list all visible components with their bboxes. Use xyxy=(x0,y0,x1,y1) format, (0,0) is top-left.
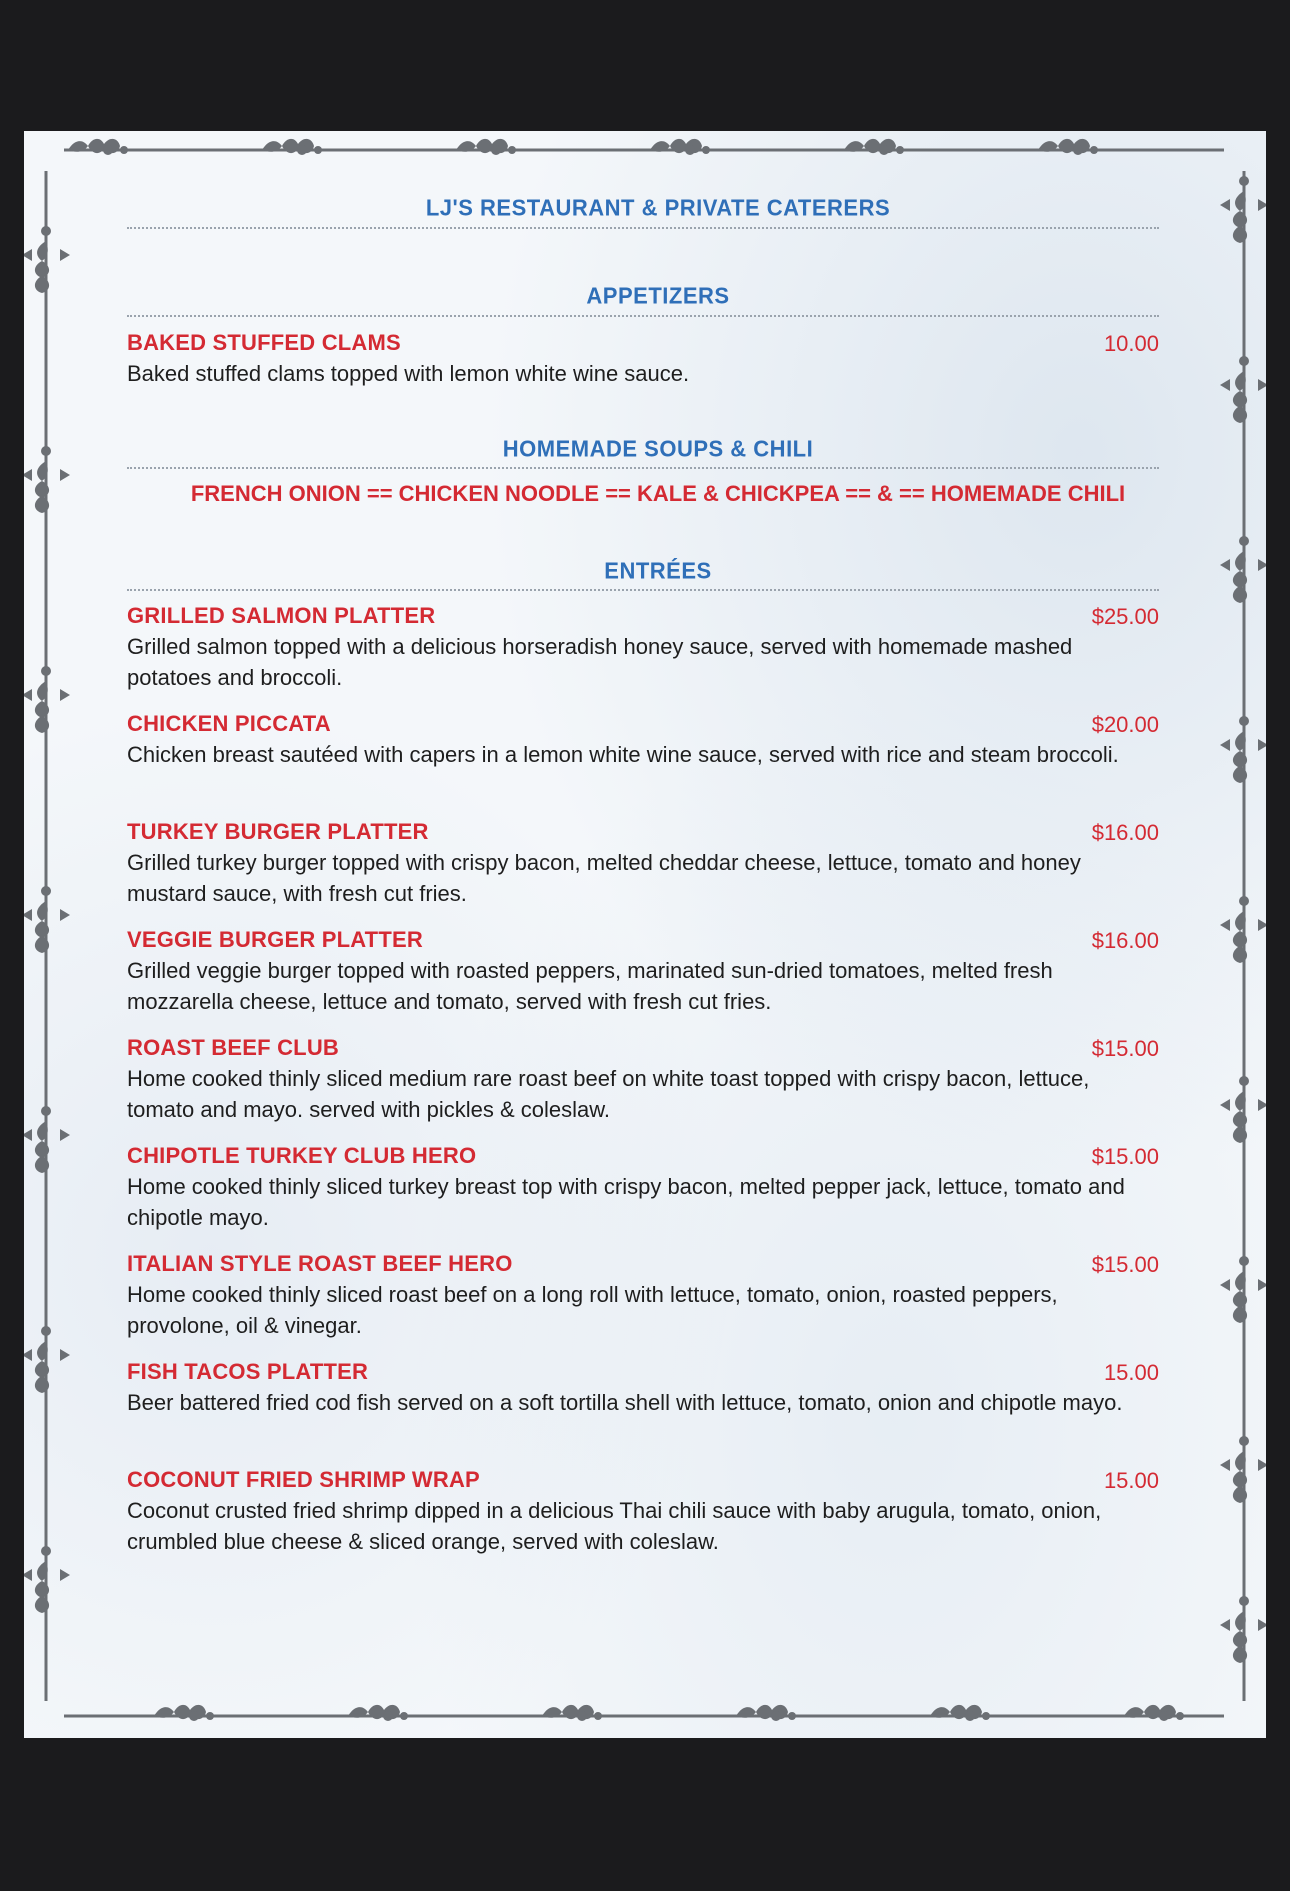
divider xyxy=(127,467,1159,469)
item-name-roast-beef-club: ROAST BEEF CLUB xyxy=(127,1035,339,1060)
soups-list: FRENCH ONION == CHICKEN NOODLE == KALE & CHICKPEA == & == HOMEMADE CHILI xyxy=(190,481,1126,506)
item-name-chipotle-turkey-club-hero: CHIPOTLE TURKEY CLUB HERO xyxy=(127,1143,477,1168)
item-desc-chicken-piccata: Chicken breast sautéed with capers in a lemon white wine sauce, served with rice and steam broccoli. xyxy=(127,742,1119,767)
menu-page xyxy=(24,131,1266,1738)
item-name-fish-tacos-platter: FISH TACOS PLATTER xyxy=(127,1359,369,1384)
item-price-chicken-piccata: $20.00 xyxy=(1091,712,1159,737)
item-desc-turkey-burger-platter: Grilled turkey burger topped with crispy bacon, melted cheddar cheese, lettuce, tomato and honey mustard sauce, with fresh cut fries. xyxy=(127,850,1081,906)
item-name-chicken-piccata: CHICKEN PICCATA xyxy=(127,711,331,736)
item-desc-coconut-fried-shrimp-wrap: Coconut crusted fried shrimp dipped in a delicious Thai chili sauce with baby arugula, tomato, onion, crumbled blue cheese & sliced orange, served with coleslaw. xyxy=(127,1498,1102,1554)
item-price-fish-tacos-platter: 15.00 xyxy=(1103,1360,1159,1385)
item-name-veggie-burger-platter: VEGGIE BURGER PLATTER xyxy=(127,927,423,952)
item-name-grilled-salmon-platter: GRILLED SALMON PLATTER xyxy=(127,603,436,628)
item-price-coconut-fried-shrimp-wrap: 15.00 xyxy=(1103,1468,1159,1493)
divider xyxy=(127,589,1159,591)
section-title-appetizers: APPETIZERS xyxy=(586,282,730,309)
item-desc-baked-stuffed-clams: Baked stuffed clams topped with lemon white wine sauce. xyxy=(127,361,690,386)
item-desc-italian-style-roast-beef-hero: Home cooked thinly sliced roast beef on a long roll with lettuce, tomato, onion, roasted peppers, provolone, oil & vinegar. xyxy=(127,1282,1058,1338)
item-price-veggie-burger-platter: $16.00 xyxy=(1091,928,1159,953)
item-name-coconut-fried-shrimp-wrap: COCONUT FRIED SHRIMP WRAP xyxy=(127,1467,480,1492)
item-desc-chipotle-turkey-club-hero: Home cooked thinly sliced turkey breast top with crispy bacon, melted pepper jack, lettuce, tomato and chipotle mayo. xyxy=(127,1174,1125,1230)
item-price-baked-stuffed-clams: 10.00 xyxy=(1103,331,1159,356)
item-name-baked-stuffed-clams: BAKED STUFFED CLAMS xyxy=(127,330,401,355)
item-price-grilled-salmon-platter: $25.00 xyxy=(1091,604,1159,629)
item-price-roast-beef-club: $15.00 xyxy=(1091,1036,1159,1061)
item-price-italian-style-roast-beef-hero: $15.00 xyxy=(1091,1252,1159,1277)
item-price-turkey-burger-platter: $16.00 xyxy=(1091,820,1159,845)
divider xyxy=(127,315,1159,317)
item-price-chipotle-turkey-club-hero: $15.00 xyxy=(1091,1144,1159,1169)
item-desc-veggie-burger-platter: Grilled veggie burger topped with roasted peppers, marinated sun-dried tomatoes, melted fresh mozzarella cheese, lettuce and tomato, served with fresh cut fries. xyxy=(127,958,1053,1014)
item-name-turkey-burger-platter: TURKEY BURGER PLATTER xyxy=(127,819,429,844)
section-title-soups: HOMEMADE SOUPS & CHILI xyxy=(502,435,814,462)
divider xyxy=(127,227,1159,229)
item-desc-roast-beef-club: Home cooked thinly sliced medium rare roast beef on white toast topped with crispy bacon, lettuce, tomato and mayo. served with pickles & coleslaw. xyxy=(127,1066,1090,1122)
item-desc-fish-tacos-platter: Beer battered fried cod fish served on a soft tortilla shell with lettuce, tomato, onion and chipotle mayo. xyxy=(127,1390,1123,1415)
item-desc-grilled-salmon-platter: Grilled salmon topped with a delicious horseradish honey sauce, served with homemade mashed potatoes and broccoli. xyxy=(127,634,1073,690)
restaurant-name: LJ'S RESTAURANT & PRIVATE CATERERS xyxy=(425,194,891,221)
section-title-entrees: ENTRÉES xyxy=(604,557,712,584)
item-name-italian-style-roast-beef-hero: ITALIAN STYLE ROAST BEEF HERO xyxy=(127,1251,513,1276)
